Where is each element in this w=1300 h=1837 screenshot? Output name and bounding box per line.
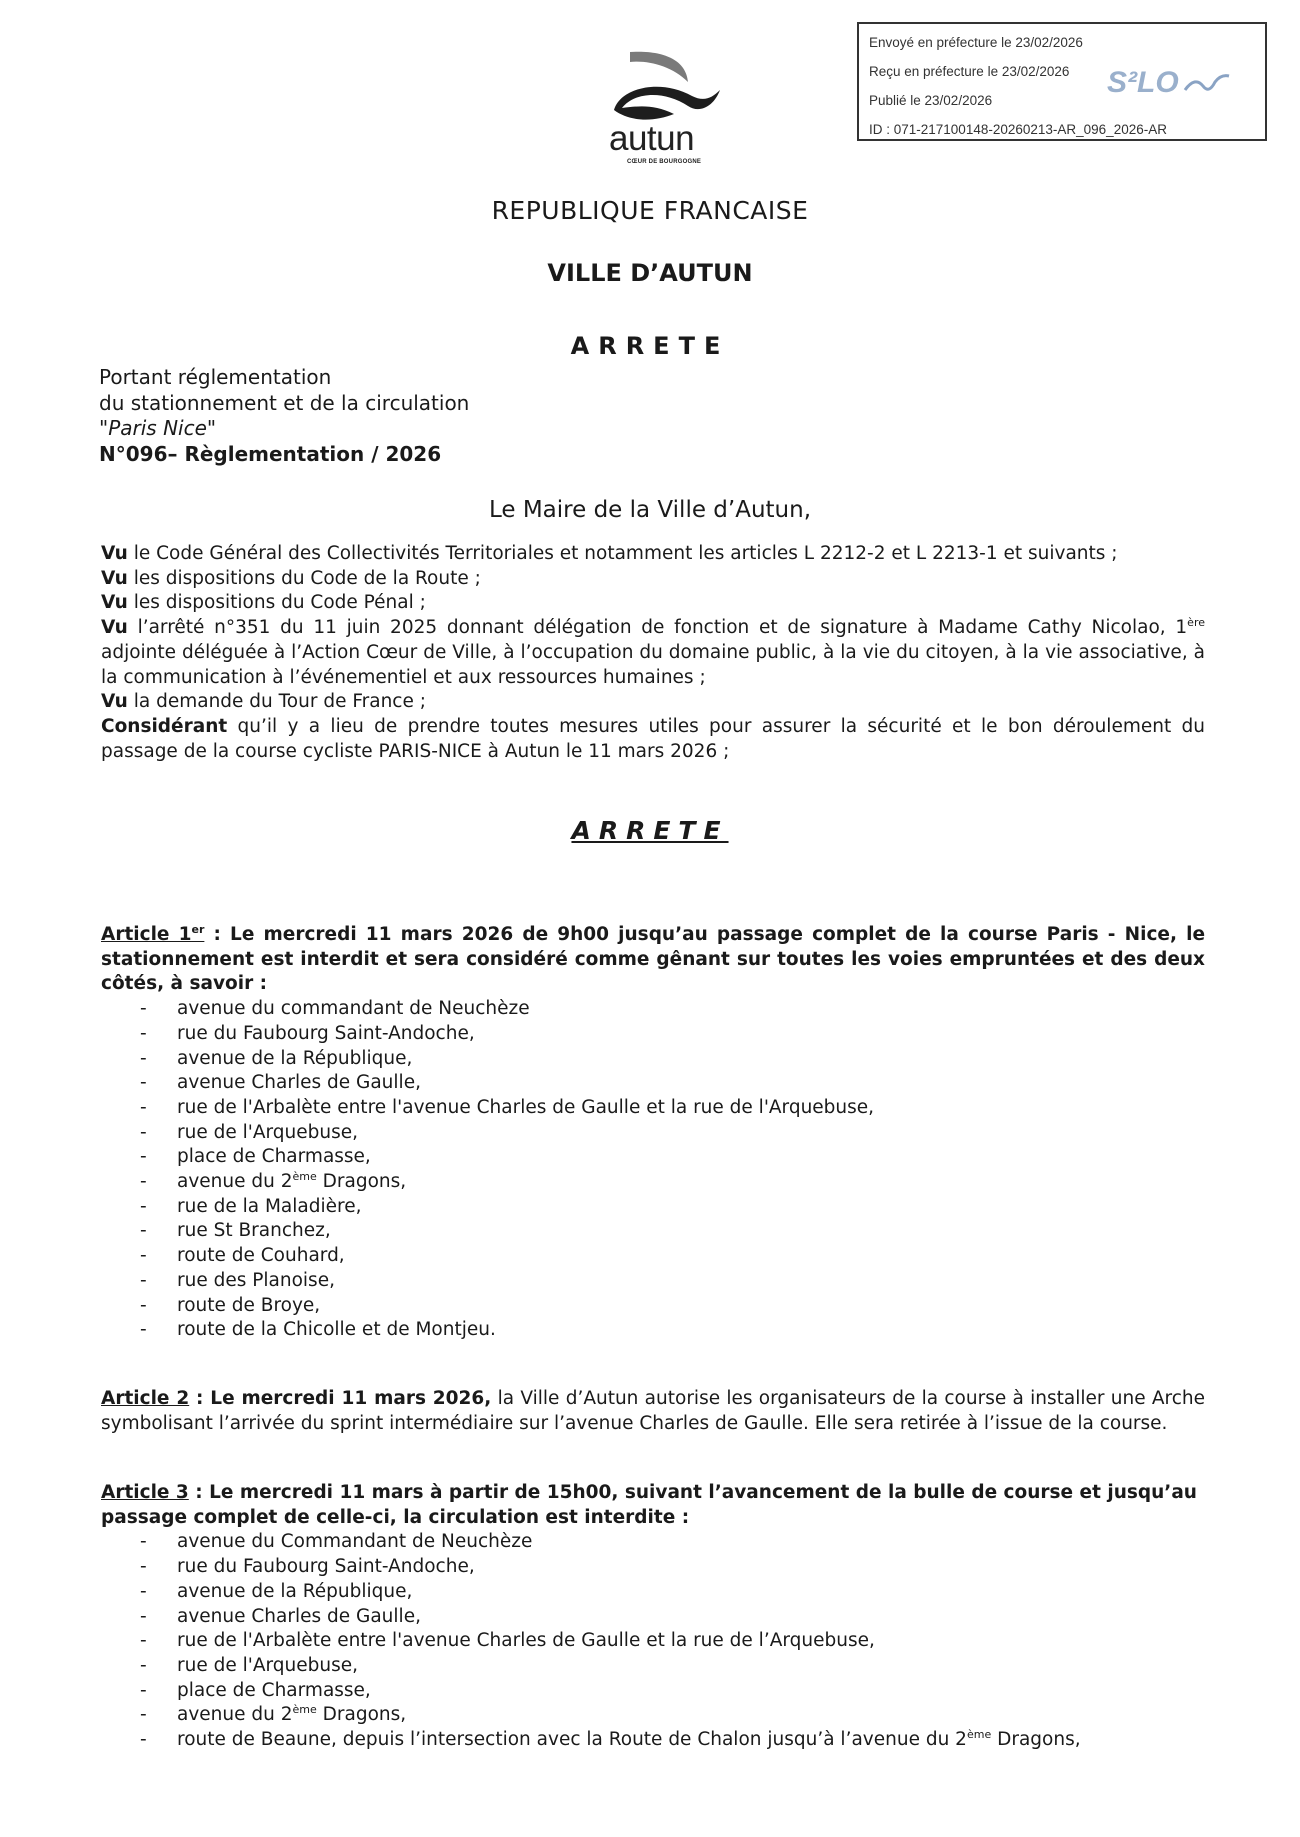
list-item: - avenue du commandant de Neuchèze bbox=[101, 997, 1205, 1022]
article-3-list bbox=[101, 1530, 1205, 1752]
s2lo-signature-icon bbox=[1097, 58, 1237, 102]
objet-line-3: "Paris Nice" bbox=[99, 416, 217, 440]
autun-swoosh-icon bbox=[600, 48, 730, 124]
list-item: - rue de l'Arbalète entre l'avenue Charles de Gaulle et la rue de l'Arquebuse, bbox=[101, 1096, 1205, 1121]
list-item: - avenue de la République, bbox=[101, 1580, 1205, 1605]
article-3-heading: Article 3 : Le mercredi 11 mars à partir de 15h00, suivant l’avancement de la bulle de course et jusqu’au passage complet de celle-ci, la circulation est interdite : bbox=[101, 1482, 1197, 1528]
logo-name: autun bbox=[609, 119, 695, 158]
list-item: - rue de la Maladière, bbox=[101, 1195, 1205, 1220]
article-1-list bbox=[101, 997, 1205, 1343]
list-item: - avenue du 2ème Dragons, bbox=[101, 1170, 1205, 1195]
stamp-envoye: Envoyé en préfecture le 23/02/2026 bbox=[869, 35, 1083, 50]
article-2-label: Article 2 bbox=[101, 1388, 190, 1409]
article-3-label: Article 3 bbox=[101, 1482, 189, 1503]
list-item: - rue du Faubourg Saint-Andoche, bbox=[101, 1555, 1205, 1580]
list-item: - rue du Faubourg Saint-Andoche, bbox=[101, 1022, 1205, 1047]
stamp-publie: Publié le 23/02/2026 bbox=[869, 93, 993, 108]
list-item: - route de la Chicolle et de Montjeu. bbox=[101, 1318, 1205, 1343]
visa-5: Vu la demande du Tour de France ; bbox=[101, 691, 426, 713]
article-2 bbox=[101, 1387, 1205, 1436]
logo-tagline: CŒUR DE BOURGOGNE bbox=[627, 159, 702, 165]
prefecture-stamp bbox=[857, 22, 1267, 141]
arrete-heading: ARRETE bbox=[570, 332, 730, 360]
list-item: - rue St Branchez, bbox=[101, 1219, 1205, 1244]
stamp-recu: Reçu en préfecture le 23/02/2026 bbox=[869, 64, 1070, 79]
list-item: - place de Charmasse, bbox=[101, 1679, 1205, 1704]
list-item: - avenue Charles de Gaulle, bbox=[101, 1605, 1205, 1630]
visa-2: Vu les dispositions du Code de la Route ; bbox=[101, 567, 481, 589]
list-item: - avenue du 2ème Dragons, bbox=[101, 1703, 1205, 1728]
objet-line-1: Portant réglementation bbox=[99, 365, 332, 389]
list-item: - place de Charmasse, bbox=[101, 1145, 1205, 1170]
considerant: Considérant qu’il y a lieu de prendre toutes mesures utiles pour assurer la sécurité et le bon déroulement du passage de la course cycliste PARIS-NICE à Autun le 11 mars 2026 ; bbox=[101, 715, 1205, 762]
republique-heading: REPUBLIQUE FRANCAISE bbox=[491, 196, 809, 225]
list-item: - rue de l'Arquebuse, bbox=[101, 1654, 1205, 1679]
list-item: - rue de l'Arbalète entre l'avenue Charles de Gaulle et la rue de l’Arquebuse, bbox=[101, 1629, 1205, 1654]
article-2-text: Article 2 : Le mercredi 11 mars 2026, la Ville d’Autun autorise les organisateurs de la course à installer une Arche symbolisant l’arrivée du sprint intermédiaire sur l’avenue Charles de Gaulle. Elle sera retirée à l’issue de la course. bbox=[101, 1388, 1206, 1434]
maire-heading: Le Maire de la Ville d’Autun, bbox=[488, 497, 812, 523]
article-1-heading: Article 1er : Le mercredi 11 mars 2026 de 9h00 jusqu’au passage complet de la course Paris - Nice, le stationnement est interdit et sera considéré comme gênant sur toutes les voies empruntées et des deux côtés, à savoir : bbox=[101, 922, 1206, 995]
autun-logo bbox=[600, 48, 730, 172]
list-item: - avenue Charles de Gaulle, bbox=[101, 1071, 1205, 1096]
list-item: - route de Couhard, bbox=[101, 1244, 1205, 1269]
ville-heading: VILLE D’AUTUN bbox=[547, 259, 753, 287]
objet-line-2: du stationnement et de la circulation bbox=[99, 390, 470, 415]
article-1-label: Article 1er bbox=[101, 922, 205, 945]
list-item: - avenue du Commandant de Neuchèze bbox=[101, 1530, 1205, 1555]
visa-1: Vu le Code Général des Collectivités Territoriales et notamment les articles L 2212-2 et L 2213-1 et suivants ; bbox=[101, 543, 1118, 564]
objet-block bbox=[99, 365, 469, 467]
list-item: - rue des Planoise, bbox=[101, 1269, 1205, 1294]
list-item: - rue de l'Arquebuse, bbox=[101, 1121, 1205, 1146]
arrete-number: N°096– Règlementation / 2026 bbox=[99, 441, 442, 466]
list-item: - avenue de la République, bbox=[101, 1047, 1205, 1072]
list-item: - route de Beaune, depuis l’intersection avec la Route de Chalon jusqu’à l’avenue du 2ème Dragons, bbox=[101, 1728, 1205, 1753]
svg-text:S²LO: S²LO bbox=[1107, 66, 1179, 99]
list-item: - route de Broye, bbox=[101, 1294, 1205, 1319]
visa-4: Vu l’arrêté n°351 du 11 juin 2025 donnant délégation de fonction et de signature à Madame Cathy Nicolao, 1ère adjointe déléguée à l’Action Cœur de Ville, à l’occupation du domaine public, à la vie du citoyen, à la vie associative, à la communication à l’événementiel et aux ressources humaines ; bbox=[101, 615, 1205, 688]
visa-3: Vu les dispositions du Code Pénal ; bbox=[101, 592, 426, 614]
arrete-title: ARRETE bbox=[571, 816, 729, 845]
article-3 bbox=[101, 1481, 1205, 1753]
article-1 bbox=[101, 923, 1205, 1343]
stamp-id: ID : 071-217100148-20260213-AR_096_2026-AR bbox=[869, 122, 1167, 137]
visas-block bbox=[101, 542, 1205, 764]
